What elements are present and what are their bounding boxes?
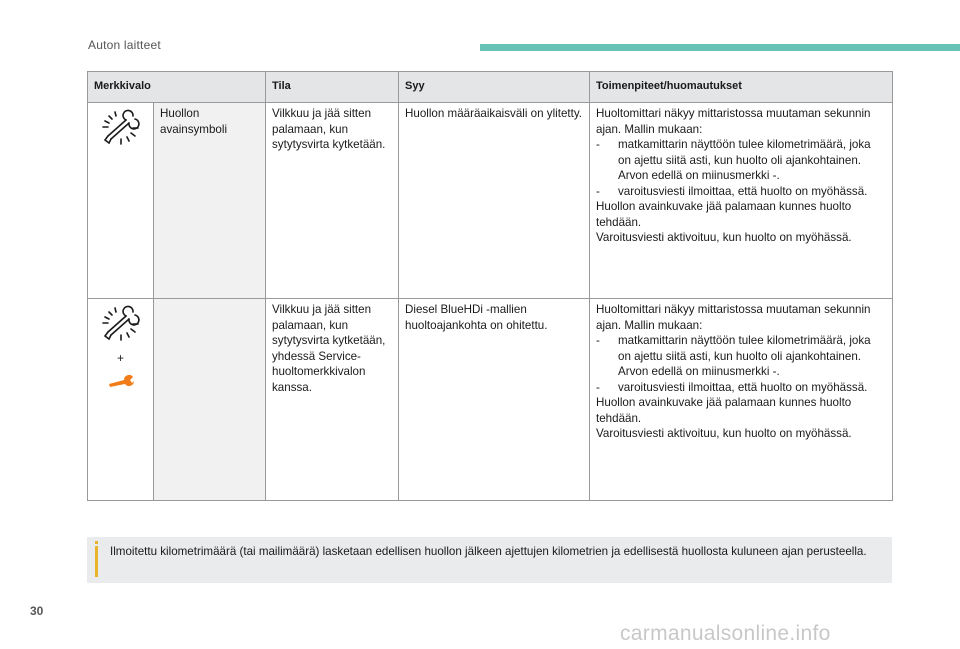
col-header-indicator: Merkkivalo — [88, 72, 266, 103]
actions-cell — [590, 103, 893, 299]
list-item: - varoitusviesti ilmoittaa, että huolto on myöhässä. — [596, 380, 868, 394]
table-row — [88, 299, 893, 501]
indicator-name: Huollon avainsymboli — [154, 103, 266, 299]
action-intro: Huoltomittari näkyy mittaristossa muutaman sekunnin ajan. Mallin mukaan: — [596, 107, 871, 136]
action-outro: Varoitusviesti aktivoituu, kun huolto on myöhässä. — [596, 231, 852, 244]
col-header-cause: Syy — [399, 72, 590, 103]
action-intro: Huoltomittari näkyy mittaristossa muutaman sekunnin ajan. Mallin mukaan: — [596, 303, 871, 332]
list-item: - matkamittarin näyttöön tulee kilometrimäärä, joka on ajettu siitä asti, kun huolto oli ajankohtainen. Arvon edellä on miinusmerkki -. — [596, 138, 871, 182]
col-header-actions: Toimenpiteet/huomautukset — [590, 72, 893, 103]
actions-cell — [590, 299, 893, 501]
wrench-orange-icon — [106, 374, 136, 393]
table-row — [88, 103, 893, 299]
table-header-row — [88, 72, 893, 103]
warning-lights-table — [87, 71, 893, 501]
action-list — [596, 333, 886, 395]
watermark: carmanualsonline.info — [620, 622, 831, 645]
indicator-name — [154, 299, 266, 501]
list-item: - matkamittarin näyttöön tulee kilometrimäärä, joka on ajettu siitä asti, kun huolto oli ajankohtainen. Arvon edellä on miinusmerkki -. — [596, 334, 871, 378]
indicator-icon-cell — [88, 103, 154, 299]
plus-sign: + — [116, 350, 124, 365]
service-wrench-rays-icon — [99, 302, 143, 349]
cause-text: Diesel BlueHDi -mallien huoltoajankohta on ohitettu. — [399, 299, 590, 501]
section-title: Auton laitteet — [88, 38, 161, 52]
action-outro: Varoitusviesti aktivoituu, kun huolto on myöhässä. — [596, 427, 852, 440]
action-outro: Huollon avainkuvake jää palamaan kunnes huolto tehdään. — [596, 396, 852, 425]
list-item: - varoitusviesti ilmoittaa, että huolto on myöhässä. — [596, 184, 868, 198]
state-text: Vilkkuu ja jää sitten palamaan, kun sytytysvirta kytketään, yhdessä Service-huoltomerkkivalon kanssa. — [266, 299, 399, 501]
service-wrench-rays-icon — [99, 106, 143, 153]
cause-text: Huollon määräaikaisväli on ylitetty. — [399, 103, 590, 299]
action-outro: Huollon avainkuvake jää palamaan kunnes huolto tehdään. — [596, 200, 852, 229]
action-list — [596, 137, 886, 199]
col-header-state: Tila — [266, 72, 399, 103]
state-text: Vilkkuu ja jää sitten palamaan, kun sytytysvirta kytketään. — [266, 103, 399, 299]
indicator-icon-cell — [88, 299, 154, 501]
section-accent-bar — [480, 44, 960, 51]
info-note-text: Ilmoitettu kilometrimäärä (tai mailimäärä) lasketaan edellisen huollon jälkeen ajettujen kilometrien ja edellisestä huollosta kuluneen ajan perusteella. — [110, 545, 867, 558]
info-note — [87, 537, 892, 583]
page-number: 30 — [30, 604, 44, 618]
